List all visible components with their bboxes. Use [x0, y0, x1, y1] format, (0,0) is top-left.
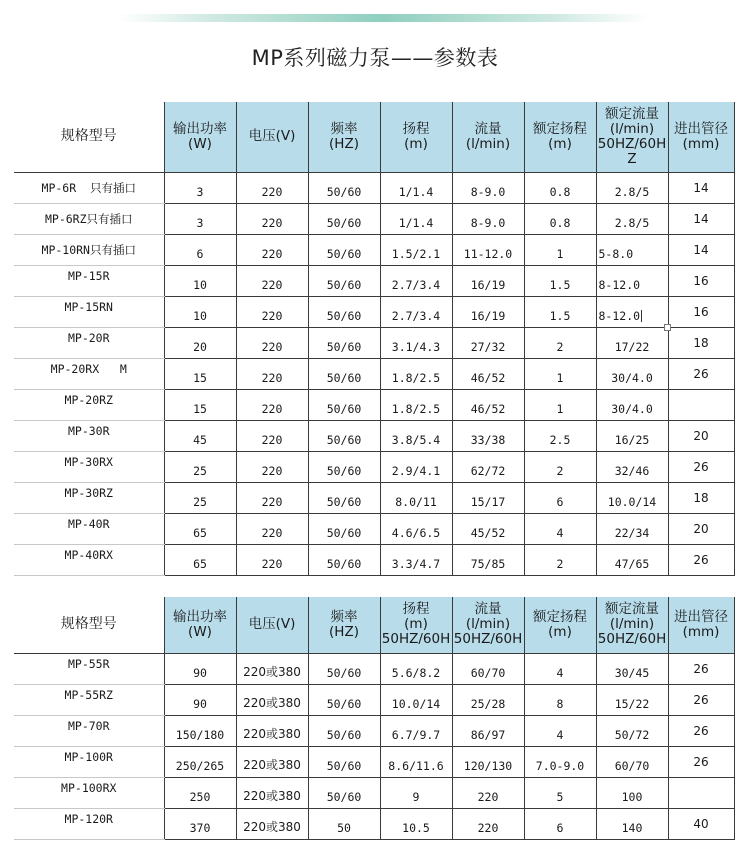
cell-rated-head: 0.8	[524, 172, 596, 203]
cell-pipe-diameter: 26	[668, 684, 734, 715]
cell-head: 10.0/14	[380, 684, 452, 715]
cell-voltage: 220	[236, 482, 308, 513]
cell-rated-head: 0.8	[524, 203, 596, 234]
cell-frequency: 50/60	[308, 451, 380, 482]
cell-head: 4.6/6.5	[380, 513, 452, 544]
cell-model: MP-6R 只有插口	[14, 172, 164, 203]
cell-model: MP-6RZ只有插口	[14, 203, 164, 234]
cell-head: 3.8/5.4	[380, 420, 452, 451]
cell-voltage: 220或380	[236, 808, 308, 839]
cell-rated-flow: 100	[596, 777, 668, 808]
cell-frequency: 50/60	[308, 389, 380, 420]
cell-rated-flow: 47/65	[596, 544, 668, 575]
cell-model: MP-15RN	[14, 296, 164, 327]
cell-flow: 11-12.0	[452, 234, 524, 265]
cell-power: 250	[164, 777, 236, 808]
header-voltage: 电压(V)	[236, 102, 308, 172]
cell-pipe-diameter: 26	[668, 653, 734, 684]
cell-power: 250/265	[164, 746, 236, 777]
cell-rated-flow[interactable]: 8-12.0	[596, 296, 668, 327]
cell-power: 90	[164, 684, 236, 715]
cell-rated-flow: 8-12.0	[596, 265, 668, 296]
cell-pipe-diameter: 26	[668, 544, 734, 575]
cell-head: 1.5/2.1	[380, 234, 452, 265]
header-rated-head: 额定扬程 (m)	[524, 597, 596, 653]
cell-head: 9	[380, 777, 452, 808]
spec-table-1	[14, 102, 735, 576]
cell-model: MP-70R	[14, 715, 164, 746]
cell-flow: 120/130	[452, 746, 524, 777]
table-row	[14, 451, 734, 482]
cell-frequency: 50/60	[308, 715, 380, 746]
table-row	[14, 653, 734, 684]
cell-pipe-diameter: 20	[668, 513, 734, 544]
cell-flow: 60/70	[452, 653, 524, 684]
header-pipe-diameter: 进出管径 (mm)	[668, 102, 734, 172]
cell-power: 15	[164, 389, 236, 420]
cell-voltage: 220或380	[236, 684, 308, 715]
table-row	[14, 234, 734, 265]
cell-rated-head: 1	[524, 389, 596, 420]
cell-rated-flow: 10.0/14	[596, 482, 668, 513]
cell-head: 1/1.4	[380, 203, 452, 234]
table-row	[14, 296, 734, 327]
cell-flow: 220	[452, 777, 524, 808]
table-row	[14, 358, 734, 389]
header-head: 扬程 (m)	[380, 102, 452, 172]
cell-frequency: 50/60	[308, 203, 380, 234]
table-header-row	[14, 597, 734, 653]
cell-voltage: 220或380	[236, 746, 308, 777]
cell-model: MP-100RX	[14, 777, 164, 808]
table-row	[14, 265, 734, 296]
cell-head: 3.3/4.7	[380, 544, 452, 575]
cell-flow: 46/52	[452, 389, 524, 420]
cell-model: MP-40R	[14, 513, 164, 544]
cell-head: 2.9/4.1	[380, 451, 452, 482]
cell-rated-flow: 22/34	[596, 513, 668, 544]
cell-model: MP-10RN只有插口	[14, 234, 164, 265]
table-row	[14, 777, 734, 808]
cell-voltage: 220	[236, 451, 308, 482]
cell-power: 150/180	[164, 715, 236, 746]
cell-power: 10	[164, 296, 236, 327]
cell-head: 3.1/4.3	[380, 327, 452, 358]
cell-head: 8.0/11	[380, 482, 452, 513]
cell-voltage: 220	[236, 358, 308, 389]
cell-rated-head: 2	[524, 544, 596, 575]
cell-frequency: 50/60	[308, 544, 380, 575]
cell-flow: 16/19	[452, 265, 524, 296]
cell-rated-head: 6	[524, 482, 596, 513]
cell-rated-head: 6	[524, 808, 596, 839]
page-title: MP系列磁力泵——参数表	[251, 46, 499, 70]
cell-power: 65	[164, 544, 236, 575]
cell-voltage: 220	[236, 389, 308, 420]
cell-flow: 75/85	[452, 544, 524, 575]
cell-pipe-diameter	[668, 777, 734, 808]
cell-frequency: 50/60	[308, 420, 380, 451]
header-flow: 流量 (l/min) 50HZ/60H	[452, 597, 524, 653]
cell-pipe-diameter: 14	[668, 234, 734, 265]
table-row	[14, 482, 734, 513]
cell-flow: 8-9.0	[452, 172, 524, 203]
cell-pipe-diameter: 16	[668, 265, 734, 296]
table-row	[14, 513, 734, 544]
cell-frequency: 50/60	[308, 482, 380, 513]
table-row	[14, 746, 734, 777]
cell-flow: 25/28	[452, 684, 524, 715]
cell-rated-flow: 2.8/5	[596, 203, 668, 234]
cell-power: 10	[164, 265, 236, 296]
cell-head: 5.6/8.2	[380, 653, 452, 684]
cell-head: 10.5	[380, 808, 452, 839]
text-cursor	[641, 310, 642, 322]
cell-model: MP-55R	[14, 653, 164, 684]
cell-model: MP-20RX M	[14, 358, 164, 389]
cell-voltage: 220	[236, 234, 308, 265]
cell-model: MP-20R	[14, 327, 164, 358]
cell-power: 90	[164, 653, 236, 684]
cell-voltage: 220或380	[236, 653, 308, 684]
cell-head: 1.8/2.5	[380, 358, 452, 389]
cell-pipe-diameter: 14	[668, 203, 734, 234]
cell-pipe-diameter: 26	[668, 715, 734, 746]
cell-frequency: 50/60	[308, 172, 380, 203]
cell-rated-head: 7.0-9.0	[524, 746, 596, 777]
cell-model: MP-15R	[14, 265, 164, 296]
header-voltage: 电压(V)	[236, 597, 308, 653]
table-row	[14, 327, 734, 358]
cell-rated-head: 1	[524, 234, 596, 265]
cell-rated-head: 2	[524, 451, 596, 482]
cell-model: MP-20RZ	[14, 389, 164, 420]
cell-flow: 16/19	[452, 296, 524, 327]
cell-frequency: 50/60	[308, 653, 380, 684]
cell-rated-flow: 60/70	[596, 746, 668, 777]
cell-rated-head: 4	[524, 653, 596, 684]
cell-flow: 46/52	[452, 358, 524, 389]
cell-frequency: 50/60	[308, 358, 380, 389]
header-rated-flow: 额定流量 (l/min) 50HZ/60H Z	[596, 102, 668, 172]
cell-model: MP-30RZ	[14, 482, 164, 513]
cell-flow: 220	[452, 808, 524, 839]
top-decoration-bar	[118, 14, 648, 22]
cell-model: MP-120R	[14, 808, 164, 839]
cell-model: MP-40RX	[14, 544, 164, 575]
header-rated-flow: 额定流量 (l/min) 50HZ/60H	[596, 597, 668, 653]
cell-rated-head: 4	[524, 715, 596, 746]
header-pipe-diameter: 进出管径 (mm)	[668, 597, 734, 653]
cell-power: 6	[164, 234, 236, 265]
cell-flow: 15/17	[452, 482, 524, 513]
cell-resize-handle[interactable]	[664, 324, 671, 331]
cell-power: 25	[164, 482, 236, 513]
table-row	[14, 420, 734, 451]
cell-power: 370	[164, 808, 236, 839]
cell-rated-head: 4	[524, 513, 596, 544]
cell-rated-head: 1.5	[524, 265, 596, 296]
cell-rated-flow: 30/4.0	[596, 358, 668, 389]
cell-frequency: 50	[308, 808, 380, 839]
cell-voltage: 220	[236, 203, 308, 234]
cell-rated-flow: 30/45	[596, 653, 668, 684]
cell-head: 2.7/3.4	[380, 265, 452, 296]
cell-flow: 8-9.0	[452, 203, 524, 234]
cell-rated-head: 2	[524, 327, 596, 358]
cell-pipe-diameter: 18	[668, 482, 734, 513]
header-head: 扬程 (m) 50HZ/60H	[380, 597, 452, 653]
cell-voltage: 220或380	[236, 715, 308, 746]
cell-flow: 86/97	[452, 715, 524, 746]
cell-head: 1/1.4	[380, 172, 452, 203]
cell-voltage: 220	[236, 513, 308, 544]
header-frequency: 频率 (HZ)	[308, 597, 380, 653]
header-model: 规格型号	[14, 597, 164, 653]
cell-frequency: 50/60	[308, 265, 380, 296]
cell-flow: 27/32	[452, 327, 524, 358]
cell-pipe-diameter: 14	[668, 172, 734, 203]
cell-pipe-diameter: 20	[668, 420, 734, 451]
cell-frequency: 50/60	[308, 513, 380, 544]
cell-head: 6.7/9.7	[380, 715, 452, 746]
table-row	[14, 684, 734, 715]
cell-power: 25	[164, 451, 236, 482]
table-row	[14, 808, 734, 839]
cell-voltage: 220	[236, 327, 308, 358]
cell-power: 3	[164, 203, 236, 234]
cell-rated-flow: 15/22	[596, 684, 668, 715]
cell-voltage: 220	[236, 265, 308, 296]
header-rated-head: 额定扬程 (m)	[524, 102, 596, 172]
cell-flow: 45/52	[452, 513, 524, 544]
cell-rated-head: 5	[524, 777, 596, 808]
cell-voltage: 220	[236, 296, 308, 327]
cell-rated-flow: 50/72	[596, 715, 668, 746]
cell-frequency: 50/60	[308, 327, 380, 358]
cell-pipe-diameter: 16	[668, 296, 734, 327]
table-row	[14, 715, 734, 746]
cell-voltage: 220或380	[236, 777, 308, 808]
cell-frequency: 50/60	[308, 684, 380, 715]
cell-pipe-diameter: 26	[668, 746, 734, 777]
cell-power: 20	[164, 327, 236, 358]
cell-power: 65	[164, 513, 236, 544]
table-row	[14, 389, 734, 420]
spec-table-2	[14, 597, 735, 840]
cell-rated-head: 1.5	[524, 296, 596, 327]
cell-frequency: 50/60	[308, 777, 380, 808]
cell-power: 45	[164, 420, 236, 451]
table-row	[14, 203, 734, 234]
table-row	[14, 172, 734, 203]
table-row	[14, 544, 734, 575]
cell-rated-flow: 140	[596, 808, 668, 839]
cell-model: MP-100R	[14, 746, 164, 777]
cell-model: MP-30RX	[14, 451, 164, 482]
cell-pipe-diameter: 18	[668, 327, 734, 358]
cell-flow: 62/72	[452, 451, 524, 482]
cell-rated-flow: 30/4.0	[596, 389, 668, 420]
cell-pipe-diameter: 26	[668, 358, 734, 389]
cell-rated-head: 2.5	[524, 420, 596, 451]
cell-voltage: 220	[236, 544, 308, 575]
table-header-row	[14, 102, 734, 172]
cell-model: MP-30R	[14, 420, 164, 451]
cell-pipe-diameter: 40	[668, 808, 734, 839]
cell-head: 8.6/11.6	[380, 746, 452, 777]
cell-power: 15	[164, 358, 236, 389]
cell-rated-head: 8	[524, 684, 596, 715]
cell-rated-flow: 17/22	[596, 327, 668, 358]
cell-frequency: 50/60	[308, 296, 380, 327]
cell-flow: 33/38	[452, 420, 524, 451]
cell-frequency: 50/60	[308, 234, 380, 265]
cell-pipe-diameter	[668, 389, 734, 420]
cell-model: MP-55RZ	[14, 684, 164, 715]
cell-rated-head: 1	[524, 358, 596, 389]
cell-rated-flow: 16/25	[596, 420, 668, 451]
header-flow: 流量 (l/min)	[452, 102, 524, 172]
cell-head: 1.8/2.5	[380, 389, 452, 420]
header-power: 输出功率 (W)	[164, 597, 236, 653]
cell-rated-flow: 2.8/5	[596, 172, 668, 203]
header-frequency: 频率 (HZ)	[308, 102, 380, 172]
cell-power: 3	[164, 172, 236, 203]
cell-rated-flow: 5-8.0	[596, 234, 668, 265]
cell-voltage: 220	[236, 420, 308, 451]
header-power: 输出功率 (W)	[164, 102, 236, 172]
cell-rated-flow: 32/46	[596, 451, 668, 482]
cell-voltage: 220	[236, 172, 308, 203]
cell-head: 2.7/3.4	[380, 296, 452, 327]
header-model: 规格型号	[14, 102, 164, 172]
cell-pipe-diameter: 26	[668, 451, 734, 482]
cell-frequency: 50/60	[308, 746, 380, 777]
